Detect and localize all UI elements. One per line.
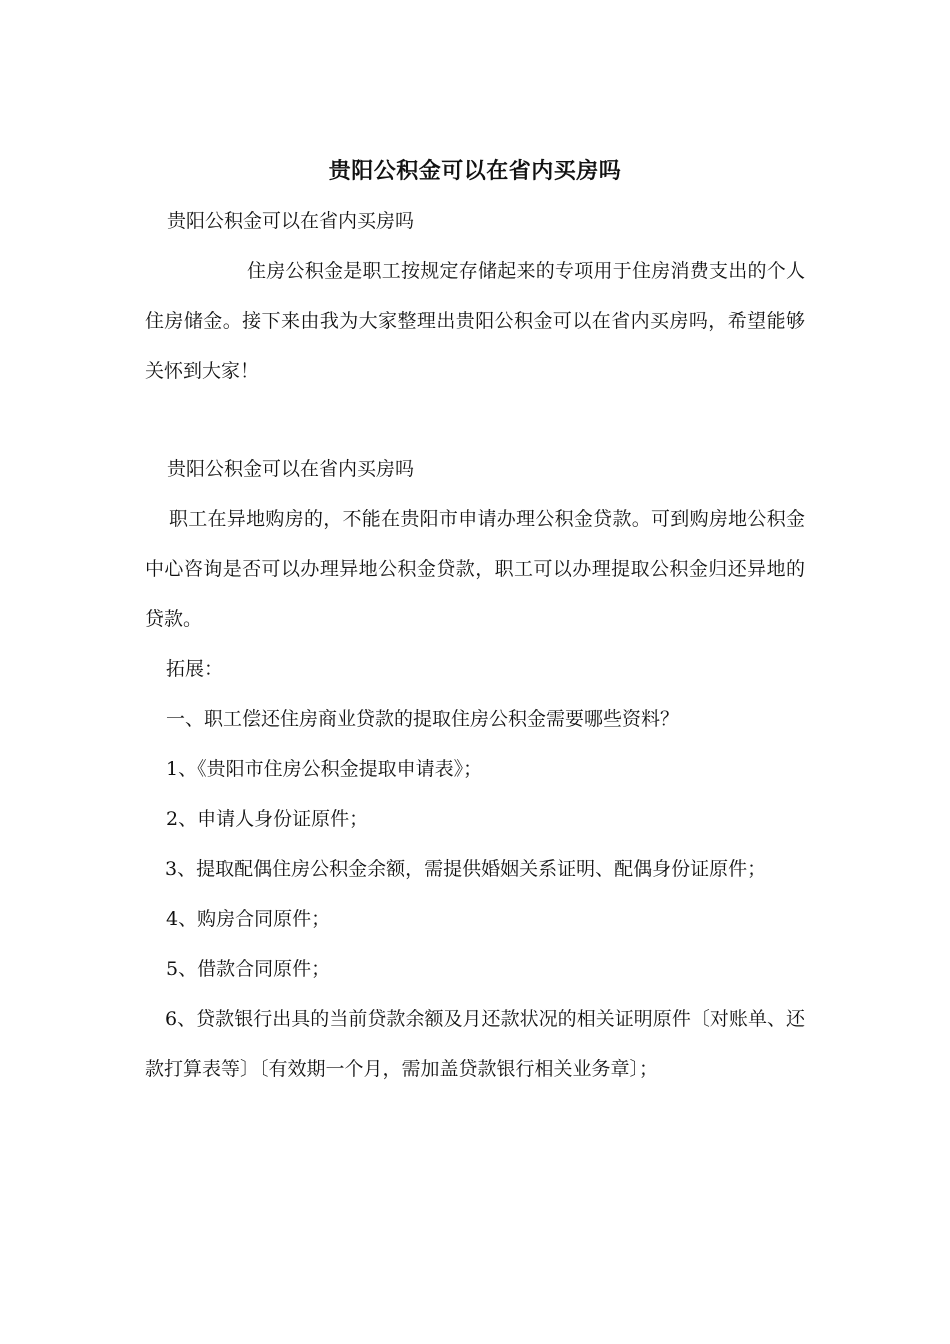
list-item: 5、借款合同原件；: [166, 958, 331, 980]
paragraph-gap: [145, 396, 805, 442]
list-item: 3、提取配偶住房公积金余额，需提供婚姻关系证明、配偶身份证原件；: [165, 858, 767, 880]
list-item: 4、购房合同原件；: [166, 908, 331, 930]
intro-paragraph: 住房公积金是职工按规定存储起来的专项用于住房消费支出的个人住房储金。接下来由我为大家整理出贵阳公积金可以在省内买房吗，希望能够关怀到大家！: [145, 260, 805, 382]
answer-paragraph: 职工在异地购房的，不能在贵阳市申请办理公积金贷款。可到购房地公积金中心咨询是否可以办理异地公积金贷款，职工可以办理提取公积金归还异地的贷款。: [145, 508, 805, 630]
subtitle-2: 贵阳公积金可以在省内买房吗: [167, 458, 415, 480]
list-item: 6、贷款银行出具的当前贷款余额及月还款状况的相关证明原件〔对账单、还款打算表等〕〔有效期一个月，需加盖贷款银行相关业务章〕；: [145, 1008, 805, 1080]
document-title: 贵阳公积金可以在省内买房吗: [328, 158, 622, 184]
list-item: 2、申请人身份证原件；: [166, 808, 369, 830]
question-heading: 一、职工偿还住房商业贷款的提取住房公积金需要哪些资料？: [166, 708, 680, 730]
list-item: 1、《贵阳市住房公积金提取申请表》；: [166, 758, 483, 780]
expand-label: 拓展：: [166, 658, 224, 680]
document-body: [145, 148, 805, 1094]
subtitle-1: 贵阳公积金可以在省内买房吗: [167, 210, 415, 232]
